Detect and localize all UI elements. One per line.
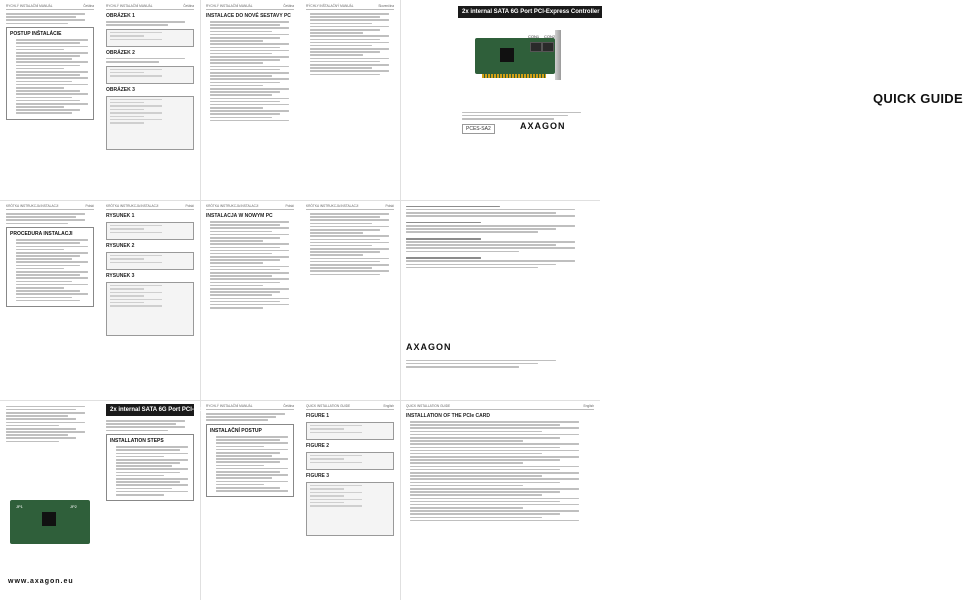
language-label: English	[383, 404, 394, 408]
language-label: Čeština	[283, 404, 294, 408]
connector-label: CON2	[544, 34, 556, 39]
header-text: QUICK INSTALLATION GUIDE	[306, 404, 351, 408]
jumper-label: JP2	[70, 504, 77, 509]
figure-3-label: FIGURE 3	[306, 473, 330, 479]
panel-header	[106, 4, 194, 10]
language-label: Polski	[285, 204, 294, 208]
section-heading: INSTALLATION OF THE PCIe CARD	[406, 413, 490, 419]
pcie-edge-connector-image	[482, 74, 546, 78]
panel-back-info	[400, 200, 600, 400]
device-manager-screenshot	[106, 282, 194, 336]
panel-pl-text-2	[300, 200, 400, 400]
screenshot-figure	[106, 29, 194, 47]
cover-spec-lines	[462, 110, 594, 121]
panel-cz-left	[0, 0, 100, 200]
panel-header	[406, 404, 594, 410]
figure-3-label: RYSUNEK 3	[106, 273, 135, 279]
header-text: QUICK INSTALLATION GUIDE	[406, 404, 451, 408]
install-steps-box	[106, 434, 194, 501]
panel-header	[206, 4, 294, 10]
screenshot-figure	[106, 66, 194, 84]
figure-1-label: FIGURE 1	[306, 413, 330, 419]
product-code-badge: PCES-SA2	[462, 124, 495, 134]
section-heading: INSTALACE DO NOVÉ SESTAVY PC	[206, 13, 291, 19]
screenshot-figure	[106, 222, 194, 240]
install-steps-title: POSTUP INŠTALÁCIE	[10, 31, 62, 38]
panel-header	[206, 204, 294, 210]
cover-title-bar: 2x internal SATA 6G Port PCI-Express Controller	[458, 6, 602, 18]
screenshot-figure	[306, 452, 394, 470]
header-text: KRÓTKA INSTRUKCJA INSTALACJI	[106, 204, 159, 208]
language-label: Polski	[385, 204, 394, 208]
controller-chip-image	[500, 48, 514, 62]
cover-title-bar: 2x internal SATA 6G Port PCI-Express Controller	[106, 404, 194, 416]
device-manager-screenshot	[106, 96, 194, 150]
install-steps-box	[6, 27, 94, 120]
panel-pl-text	[200, 200, 300, 400]
install-steps-title: INSTALLATION STEPS	[110, 438, 164, 445]
install-steps-box	[6, 227, 94, 307]
panel-header	[306, 404, 394, 410]
sata-port-image	[530, 42, 542, 52]
figure-1-label: RYSUNEK 1	[106, 213, 135, 219]
figure-2-label: FIGURE 2	[306, 443, 330, 449]
controller-chip-image	[42, 512, 56, 526]
jumper-label: JP1	[16, 504, 23, 509]
panel-en-text	[400, 400, 600, 600]
cover-panel	[400, 0, 963, 200]
header-text: RYCHLÝ INSTALAČNÍ MANUÁL	[206, 404, 253, 408]
panel-en-figures	[300, 400, 400, 600]
language-label: Polski	[185, 204, 194, 208]
brand-logo: AXAGON	[520, 121, 566, 131]
sata-port-image	[542, 42, 554, 52]
header-text: KRÓTKA INSTRUKCJA INSTALACJI	[306, 204, 359, 208]
panel-pl-figures	[100, 200, 200, 400]
website-url: www.axagon.eu	[8, 578, 74, 585]
card-bracket-image	[555, 30, 561, 80]
header-text: RYCHLÝ INSTALAČNÍ MANUÁL	[6, 4, 53, 8]
panel-cz-bottom	[200, 400, 300, 600]
figure-2-label: OBRÁZEK 2	[106, 49, 135, 56]
header-text: RÝCHLY INŠTALAČNÝ MANUÁL	[306, 4, 354, 8]
brand-logo: AXAGON	[406, 342, 452, 352]
panel-jumpers	[0, 400, 100, 600]
screenshot-figure	[306, 422, 394, 440]
panel-header	[6, 204, 94, 210]
figure-3-label: OBRÁZEK 3	[106, 86, 135, 93]
panel-sk-left	[0, 200, 100, 400]
header-text: RYCHLÝ INSTALAČNÍ MANUÁL	[206, 4, 253, 8]
language-label: Čeština	[83, 4, 94, 8]
panel-cz-text	[200, 0, 300, 200]
install-steps-title: PROCEDURA INSTALACJI	[10, 231, 73, 238]
section-heading: INSTALACJA W NOWYM PC	[206, 213, 273, 219]
connector-label: CON1	[528, 34, 540, 39]
panel-cz-right	[100, 0, 200, 200]
language-label: Polski	[85, 204, 94, 208]
device-manager-screenshot	[306, 482, 394, 536]
language-label: Čeština	[283, 4, 294, 8]
panel-header	[106, 204, 194, 210]
header-text: KRÓTKA INSTRUKCJA INSTALACJI	[6, 204, 59, 208]
language-label: Slovenčina	[378, 4, 394, 8]
figure-2-label: RYSUNEK 2	[106, 243, 135, 249]
figure-1-label: OBRÁZEK 1	[106, 13, 135, 19]
header-text: KRÓTKA INSTRUKCJA INSTALACJI	[206, 204, 259, 208]
language-label: Čeština	[183, 4, 194, 8]
header-text: RYCHLÝ INSTALAČNÍ MANUÁL	[106, 4, 153, 8]
panel-header	[6, 4, 94, 10]
panel-header	[306, 204, 394, 210]
install-steps-title: INSTALAČNÍ POSTUP	[210, 427, 262, 434]
panel-sk-text	[300, 0, 400, 200]
panel-header	[206, 404, 294, 410]
install-steps-box	[206, 424, 294, 497]
screenshot-figure	[106, 252, 194, 270]
quick-guide-title: QUICK GUIDE	[873, 91, 963, 106]
panel-header	[306, 4, 394, 10]
language-label: English	[583, 404, 594, 408]
